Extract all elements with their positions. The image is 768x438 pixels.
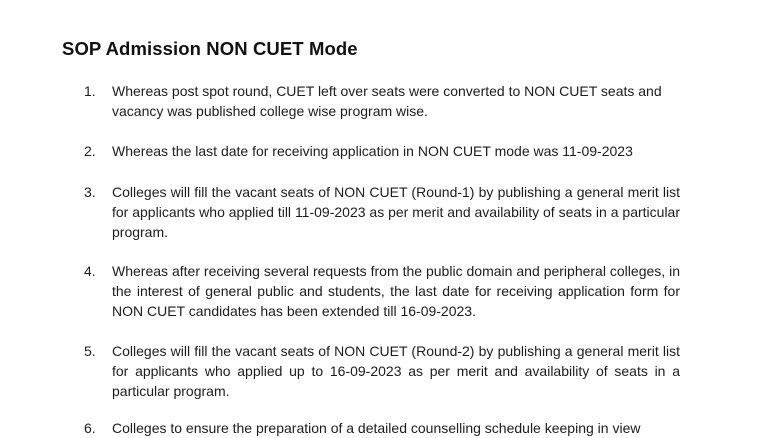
list-item [84, 261, 680, 321]
item-number: 3. [84, 184, 96, 200]
list-item-cutoff [84, 418, 708, 438]
item-number: 5. [84, 343, 96, 359]
list-item [84, 81, 680, 121]
item-text: Colleges will fill the vacant seats of NON CUET (Round-2) by publishing a general merit list for applicants who applied up to 16-09-2023 as per merit and availability of seats in a particular program. [112, 343, 680, 399]
item-text: Whereas the last date for receiving application in NON CUET mode was 11-09-2023 [112, 143, 633, 159]
list-item [84, 182, 680, 242]
document-title: SOP Admission NON CUET Mode [62, 38, 358, 59]
item-text: Whereas post spot round, CUET left over seats were converted to NON CUET seats and vacancy was published college wise program wise. [112, 83, 662, 119]
item-text: Colleges to ensure the preparation of a detailed counselling schedule keeping in view [112, 420, 641, 436]
item-number: 6. [84, 420, 96, 436]
item-number: 2. [84, 143, 96, 159]
item-text: Whereas after receiving several requests from the public domain and peripheral colleges, in the interest of general public and students, the last date for receiving application form for NON CUET candidates has been extended till 16-09-2023. [112, 263, 680, 319]
item-number: 4. [84, 263, 96, 279]
item-number: 1. [84, 83, 96, 99]
list-item [84, 141, 680, 161]
item-text: Colleges will fill the vacant seats of NON CUET (Round-1) by publishing a general merit list for applicants who applied till 11-09-2023 as per merit and availability of seats in a particular program. [112, 184, 680, 240]
list-item [84, 341, 680, 401]
sop-list [84, 81, 680, 421]
